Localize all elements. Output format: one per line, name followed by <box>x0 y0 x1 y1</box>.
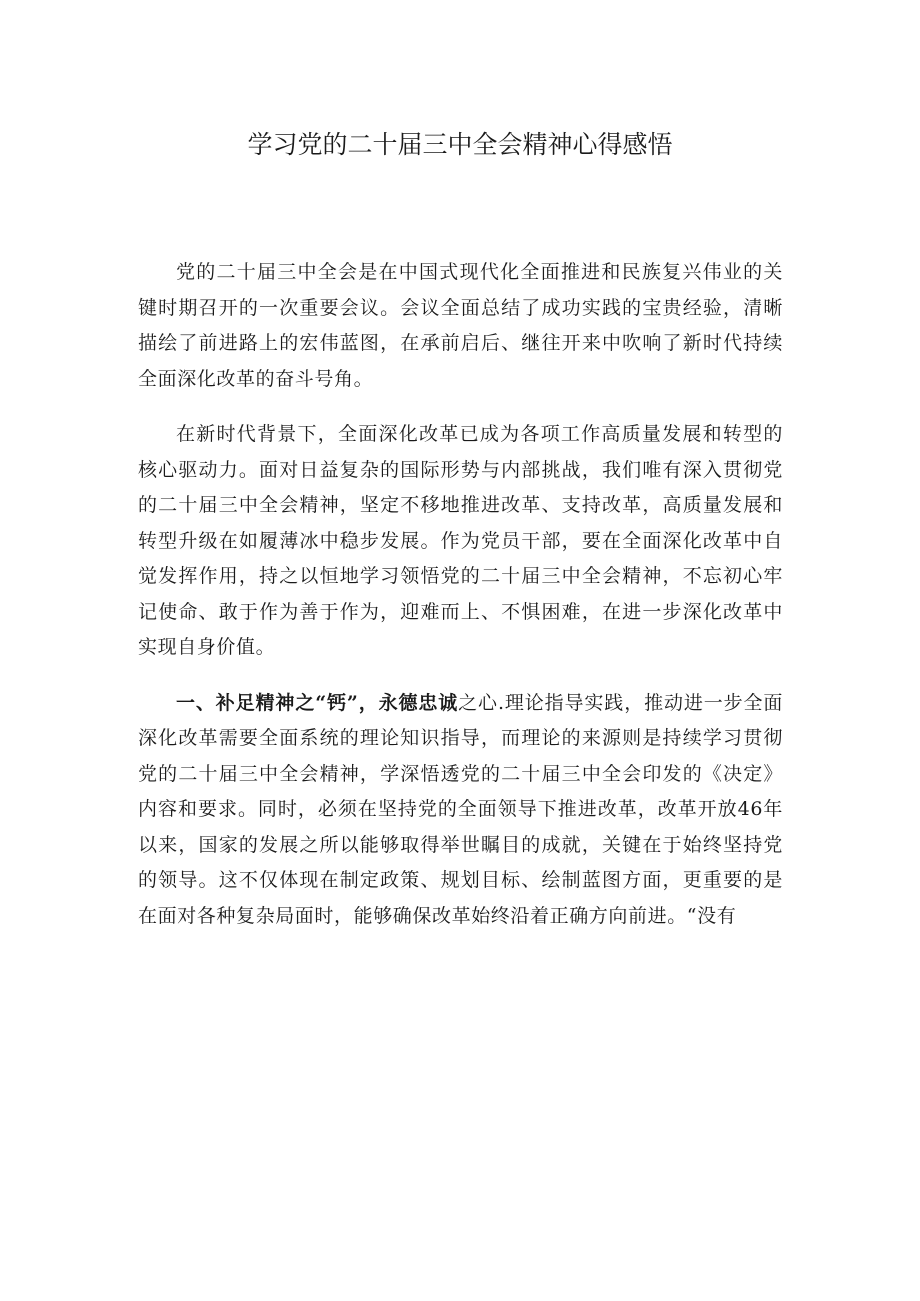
paragraph-text: 党的二十届三中全会是在中国式现代化全面推进和民族复兴伟业的关键时期召开的一次重要会议。会议全面总结了成功实践的宝贵经验，清晰描绘了前进路上的宏伟蓝图，在承前启后、继往开来中吹响了新时代持续全面深化改革的奋斗号角。 <box>138 261 783 390</box>
section-heading: 一、补足精神之“钙”，永德忠诚 <box>176 691 459 714</box>
paragraph-1 <box>138 255 783 397</box>
paragraph-2 <box>138 417 783 666</box>
document-body <box>138 255 783 954</box>
paragraph-text: 在新时代背景下，全面深化改革已成为各项工作高质量发展和转型的核心驱动力。面对日益复杂的国际形势与内部挑战，我们唯有深入贯彻党的二十届三中全会精神，坚定不移地推进改革、支持改革，高质量发展和转型升级在如履薄冰中稳步发展。作为党员干部，要在全面深化改革中自觉发挥作用，持之以恒地学习领悟党的二十届三中全会精神，不忘初心牢记使命、敢于作为善于作为，迎难而上、不惧困难，在进一步深化改革中实现自身价值。 <box>138 423 783 658</box>
document-title: 学习党的二十届三中全会精神心得感悟 <box>247 130 673 159</box>
paragraph-3 <box>138 686 783 935</box>
paragraph-text: 之心.理论指导实践，推动进一步全面深化改革需要全面系统的理论知识指导，而理论的来源则是持续学习贯彻党的二十届三中全会精神，学深悟透党的二十届三中全会印发的《决定》内容和要求。同时，必须在坚持党的全面领导下推进改革，改革开放46年以来，国家的发展之所以能够取得举世瞩目的成就，关键在于始终坚持党的领导。这不仅体现在制定政策、规划目标、绘制蓝图方面，更重要的是在面对各种复杂局面时，能够确保改革始终沿着正确方向前进。“没有 <box>138 691 784 927</box>
